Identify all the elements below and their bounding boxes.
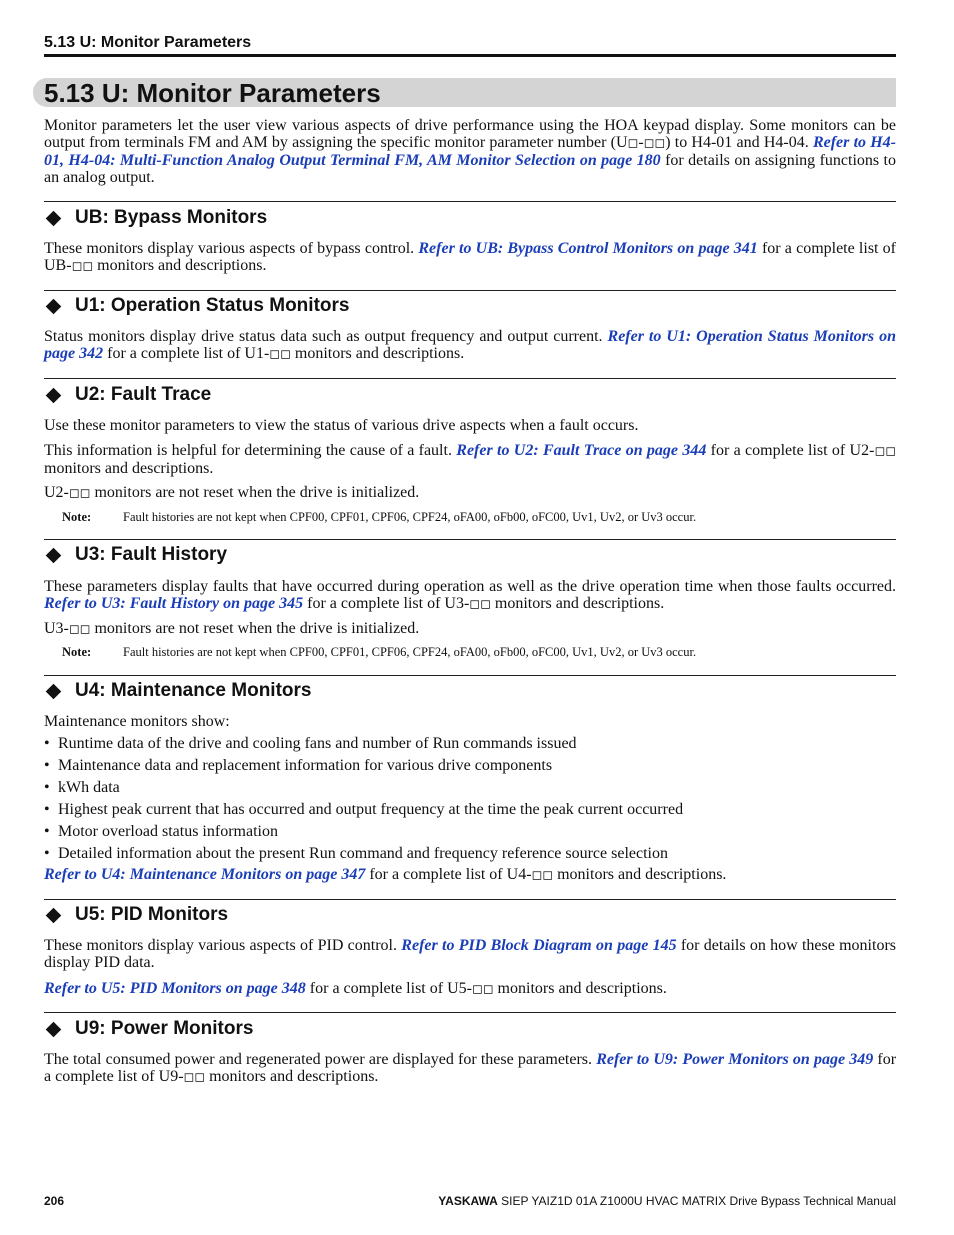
u2-paragraph-3: U2-◻◻ monitors are not reset when the drive is initialized. <box>44 484 420 501</box>
section-rule <box>44 539 896 540</box>
diamond-bullet-icon <box>46 683 62 699</box>
footer-manual-title: YASKAWA SIEP YAIZ1D 01A Z1000U HVAC MATRIX Drive Bypass Technical Manual <box>438 1194 896 1208</box>
diamond-bullet-icon <box>46 547 62 563</box>
link-h4-01[interactable]: Refer to H4-01, H4-04: Multi-Function Analog Output Terminal FM, AM Monitor Selection on page 180 <box>44 134 897 169</box>
list-item: • Highest peak current that has occurred and output frequency at the time the peak current occurred <box>44 801 896 823</box>
list-item: • kWh data <box>44 779 896 801</box>
u2-paragraph-1: Use these monitor parameters to view the status of various drive aspects when a fault occurs. <box>44 417 639 434</box>
u4-bullet-list <box>44 735 896 867</box>
u3-note: Note: Fault histories are not kept when CPF00, CPF01, CPF06, CPF24, oFA00, oFb00, oFC00, Uv1, Uv2, or Uv3 occur. <box>62 645 697 659</box>
link-ub[interactable]: Refer to UB: Bypass Control Monitors on page 341 <box>418 240 758 257</box>
brand-name: YASKAWA <box>438 1194 498 1208</box>
u4-intro: Maintenance monitors show: <box>44 713 230 730</box>
diamond-bullet-icon <box>46 210 62 226</box>
u2-note: Note: Fault histories are not kept when CPF00, CPF01, CPF06, CPF24, oFA00, oFb00, oFC00, Uv1, Uv2, or Uv3 occur. <box>62 510 697 524</box>
section-heading-u5: U5: PID Monitors <box>44 903 228 927</box>
u9-paragraph: The total consumed power and regenerated power are displayed for these parameters. Refer to U9: Power Monitors on page 349 for a complete list of U9-◻◻ monitors and descriptions. <box>44 1051 897 1085</box>
page-number: 206 <box>44 1194 65 1208</box>
section-rule <box>44 201 896 202</box>
header-rule <box>44 54 896 57</box>
section-heading-u3: U3: Fault History <box>44 543 227 567</box>
page-title: 5.13 U: Monitor Parameters <box>44 78 381 108</box>
section-heading-ub: UB: Bypass Monitors <box>44 206 267 230</box>
section-heading-u9: U9: Power Monitors <box>44 1017 253 1041</box>
section-rule <box>44 378 896 379</box>
link-u1[interactable]: Refer to U1: Operation Status Monitors on page 342 <box>44 328 896 362</box>
link-u4[interactable]: Refer to U4: Maintenance Monitors on page 347 <box>44 866 366 883</box>
section-rule <box>44 290 896 291</box>
list-item: • Motor overload status information <box>44 823 896 845</box>
u2-paragraph-2: This information is helpful for determining the cause of a fault. Refer to U2: Fault Trace on page 344 for a complete list of U2-◻◻ monitors and descriptions. <box>44 442 897 477</box>
u3-paragraph-2: U3-◻◻ monitors are not reset when the drive is initialized. <box>44 620 420 637</box>
u5-paragraph-1: These monitors display various aspects of PID control. Refer to PID Block Diagram on page 145 for details on how these monitors display PID data. <box>44 937 896 971</box>
list-item: • Runtime data of the drive and cooling fans and number of Run commands issued <box>44 735 896 757</box>
list-item: • Detailed information about the present Run command and frequency reference source selection <box>44 845 896 867</box>
link-u2[interactable]: Refer to U2: Fault Trace on page 344 <box>456 442 707 459</box>
diamond-bullet-icon <box>46 387 62 403</box>
section-heading-u4: U4: Maintenance Monitors <box>44 679 311 703</box>
section-rule <box>44 899 896 900</box>
intro-paragraph: Monitor parameters let the user view various aspects of drive performance using the HOA keypad display. Some monitors can be output from terminals FM and AM by assigning the specific monitor parameter number (U◻-◻◻) to H4-01 and H4-04. Refer to H4-01, H4-04: Multi-Function Analog Output Terminal FM, AM Monitor Selection on page 180 for details on assigning functions to an analog output. <box>44 117 897 186</box>
running-title: 5.13 U: Monitor Parameters <box>44 34 252 51</box>
link-u5[interactable]: Refer to U5: PID Monitors on page 348 <box>44 980 306 997</box>
section-heading-u2: U2: Fault Trace <box>44 383 211 407</box>
diamond-bullet-icon <box>46 298 62 314</box>
section-rule <box>44 1012 896 1013</box>
ub-paragraph: These monitors display various aspects of bypass control. Refer to UB: Bypass Control Monitors on page 341 for a complete list of UB-◻◻ monitors and descriptions. <box>44 240 897 274</box>
u3-paragraph-1: These parameters display faults that have occurred during operation as well as the drive operation time when those faults occurred. Refer to U3: Fault History on page 345 for a complete list of U3-◻◻ monitors and descriptions. <box>44 578 896 612</box>
diamond-bullet-icon <box>46 1021 62 1037</box>
link-u3[interactable]: Refer to U3: Fault History on page 345 <box>44 595 304 612</box>
section-heading-u1: U1: Operation Status Monitors <box>44 294 349 318</box>
u1-paragraph: Status monitors display drive status data such as output frequency and output current. Refer to U1: Operation Status Monitors on page 342 for a complete list of U1-◻◻ monitors and descriptions. <box>44 328 896 362</box>
list-item: • Maintenance data and replacement information for various drive components <box>44 757 896 779</box>
link-pid-block[interactable]: Refer to PID Block Diagram on page 145 <box>401 937 677 954</box>
section-rule <box>44 675 896 676</box>
u5-paragraph-2: Refer to U5: PID Monitors on page 348 for a complete list of U5-◻◻ monitors and descriptions. <box>44 980 667 997</box>
u4-reference: Refer to U4: Maintenance Monitors on page 347 for a complete list of U4-◻◻ monitors and descriptions. <box>44 866 727 883</box>
diamond-bullet-icon <box>46 907 62 923</box>
link-u9[interactable]: Refer to U9: Power Monitors on page 349 <box>596 1051 874 1068</box>
